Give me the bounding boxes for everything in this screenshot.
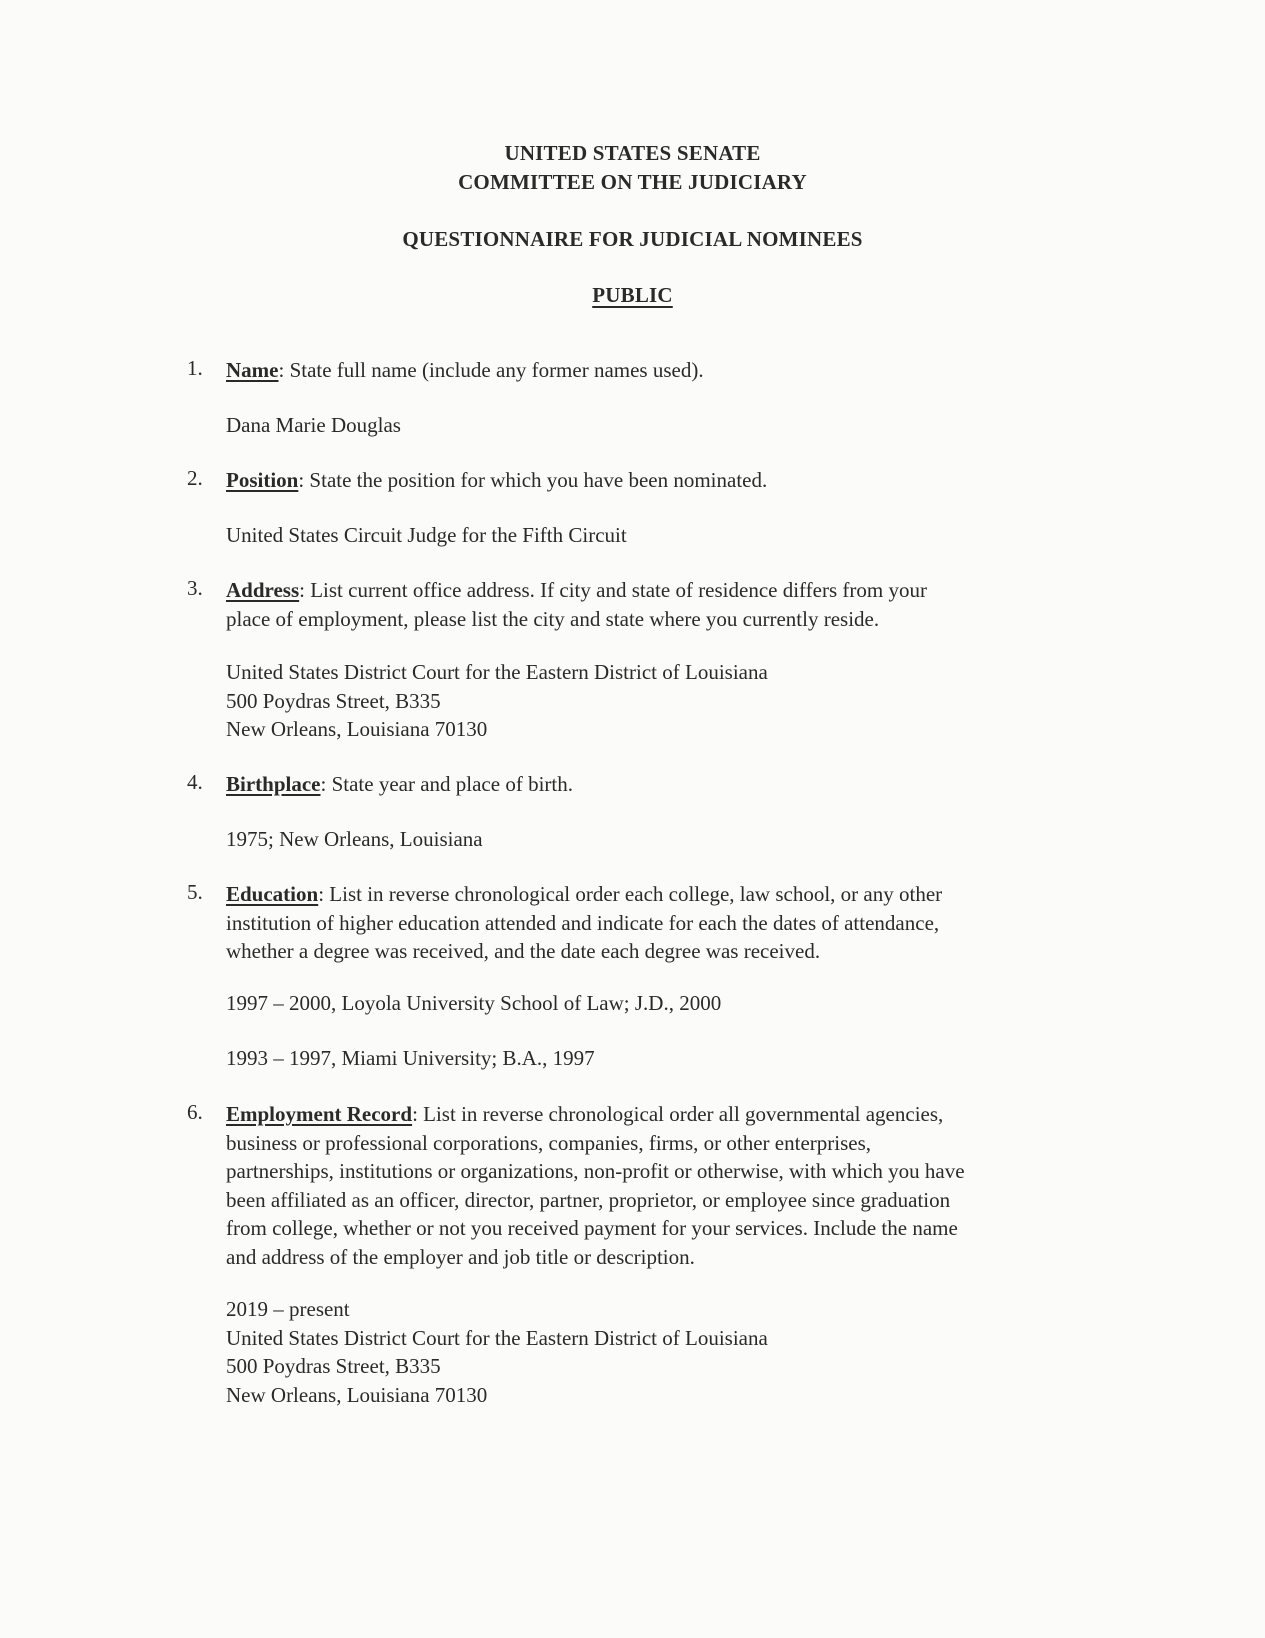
- question-text: whether a degree was received, and the date each degree was received.: [226, 939, 821, 963]
- item-label: Address: [226, 578, 300, 602]
- item-question: [226, 576, 1126, 633]
- question-text: : List current office address. If city and state of residence differs from your: [299, 578, 927, 602]
- item-question: [226, 880, 1126, 966]
- item-label: Position: [226, 468, 299, 492]
- answer-line: 1997 – 2000, Loyola University School of Law; J.D., 2000: [226, 991, 722, 1015]
- item-answer: [226, 1044, 1126, 1073]
- item-number: 6.: [187, 1100, 203, 1124]
- item-number: 3.: [187, 576, 203, 600]
- answer-line: 1993 – 1997, Miami University; B.A., 1997: [226, 1046, 595, 1070]
- item-question: [226, 356, 1126, 385]
- question-text: institution of higher education attended and indicate for each the dates of attendance,: [226, 910, 940, 935]
- item-answer: [226, 825, 1126, 854]
- question-text: from college, whether or not you received payment for your services. Include the name: [226, 1216, 958, 1240]
- item-label: Employment Record: [226, 1102, 413, 1126]
- question-text: : List in reverse chronological order each college, law school, or any other: [318, 882, 943, 906]
- question-text: place of employment, please list the city and state where you currently reside.: [226, 606, 880, 631]
- question-text: been affiliated as an officer, director, partner, proprietor, or employee since graduation: [226, 1187, 951, 1212]
- answer-line: Dana Marie Douglas: [226, 413, 401, 437]
- public-designation: [0, 283, 1265, 308]
- header-committee: COMMITTEE ON THE JUDICIARY: [458, 170, 807, 194]
- item-number: 2.: [187, 466, 203, 490]
- header-senate: UNITED STATES SENATE: [504, 141, 761, 165]
- item-answer: [226, 411, 1126, 440]
- item-number: 5.: [187, 880, 203, 904]
- item-question: [226, 466, 1126, 495]
- item-label: Education: [226, 882, 319, 906]
- questionnaire-title: QUESTIONNAIRE FOR JUDICIAL NOMINEES: [402, 227, 863, 251]
- answer-line: New Orleans, Louisiana 70130: [226, 1382, 488, 1407]
- item-number: 4.: [187, 770, 203, 794]
- answer-line: 1975; New Orleans, Louisiana: [226, 827, 483, 851]
- item-answer: [226, 989, 1126, 1018]
- question-text: business or professional corporations, companies, firms, or other enterprises,: [226, 1130, 872, 1155]
- question-text: : State full name (include any former names used).: [278, 358, 704, 382]
- answer-line: 500 Poydras Street, B335: [226, 1354, 441, 1378]
- question-text: : State the position for which you have been nominated.: [298, 468, 768, 492]
- answer-line: United States District Court for the Eastern District of Louisiana: [226, 1325, 768, 1350]
- answer-line: New Orleans, Louisiana 70130: [226, 717, 488, 741]
- question-text: : List in reverse chronological order all governmental agencies,: [412, 1102, 944, 1126]
- answer-line: United States Circuit Judge for the Fifth Circuit: [226, 523, 627, 547]
- question-text: and address of the employer and job title or description.: [226, 1244, 695, 1269]
- answer-line: United States District Court for the Eastern District of Louisiana: [226, 660, 768, 684]
- public-label: PUBLIC: [592, 283, 673, 307]
- item-label: Name: [226, 358, 279, 382]
- item-number: 1.: [187, 356, 203, 380]
- item-question: [226, 770, 1126, 799]
- item-answer: [226, 1295, 1126, 1409]
- item-question: [226, 1100, 1126, 1271]
- item-answer: [226, 521, 1126, 550]
- answer-line: 500 Poydras Street, B335: [226, 688, 441, 713]
- question-text: : State year and place of birth.: [320, 772, 573, 796]
- item-answer: [226, 658, 1126, 744]
- item-label: Birthplace: [226, 772, 321, 796]
- question-text: partnerships, institutions or organizations, non-profit or otherwise, with which you have: [226, 1159, 965, 1183]
- answer-line: 2019 – present: [226, 1297, 350, 1321]
